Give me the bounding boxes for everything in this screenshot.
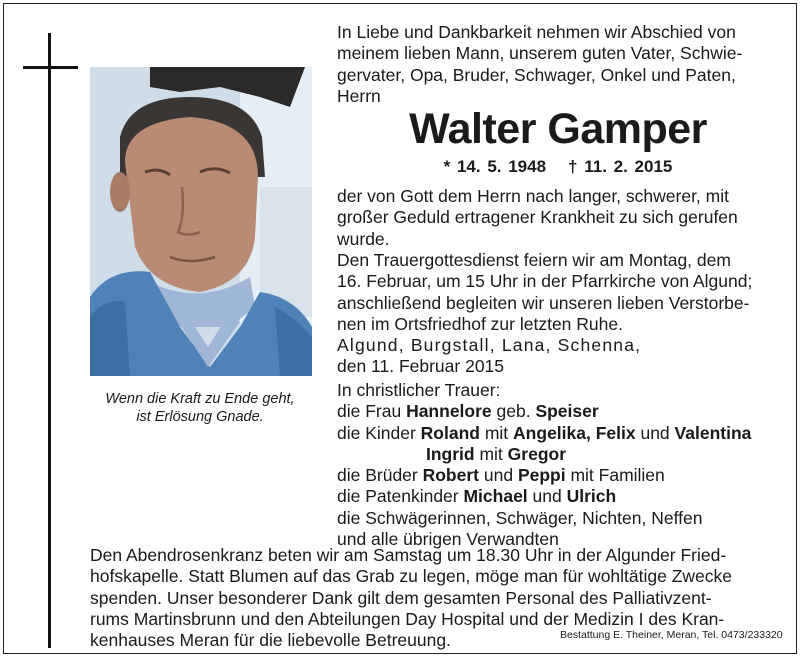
text-line: der von Gott dem Herrn nach langer, schwerer, mit: [337, 186, 729, 206]
text-line: spenden. Unser besonderer Dank gilt dem gesamten Personal des Palliativzent-: [90, 587, 712, 608]
mourner-others: und alle übrigen Verwandten: [337, 529, 559, 550]
mourning-heading: In christlicher Trauer:: [337, 380, 501, 400]
caption-line: ist Erlösung Gnade.: [136, 409, 264, 425]
death-date: † 11. 2. 2015: [568, 157, 673, 176]
mourner-children: die Kinder Roland mit Angelika, Felix und Valentina: [337, 422, 752, 443]
text-line: Den Abendrosenkranz beten wir am Samstag um 18.30 Uhr in der Algunder Fried-: [90, 545, 727, 565]
text-line: kenhauses Meran für die liebevolle Betreuung.: [90, 630, 451, 651]
caption-line: Wenn die Kraft zu Ende geht,: [105, 391, 295, 407]
text-line: wurde.: [337, 228, 390, 249]
text-line: nen im Ortsfriedhof zur letzten Ruhe.: [337, 313, 623, 334]
intro-line: meinem lieben Mann, unserem guten Vater, Schwie-: [337, 43, 743, 64]
text-line: hofskapelle. Statt Blumen auf das Grab zu legen, möge man für wohltätige Zwecke: [90, 566, 733, 587]
life-dates: [337, 157, 779, 177]
cross-icon-bar: [23, 66, 78, 69]
intro-line: gervater, Opa, Bruder, Schwager, Onkel und Paten,: [337, 64, 736, 85]
mourner-brothers: die Brüder Robert und Peppi mit Familien: [337, 465, 665, 486]
cross-icon: [48, 33, 51, 648]
intro-text: [337, 22, 779, 107]
mourner-inlaws: die Schwägerinnen, Schwäger, Nichten, Neffen: [337, 507, 703, 528]
intro-line: In Liebe und Dankbarkeit nehmen wir Abschied von: [337, 22, 736, 42]
text-line: rums Martinsbrunn und den Abteilungen Day Hospital und der Medizin I des Kran-: [90, 608, 725, 629]
intro-line: Herrn: [337, 85, 381, 106]
mourner-children-cont: Ingrid mit Gregor: [426, 443, 567, 464]
birth-date: * 14. 5. 1948: [443, 157, 547, 176]
photo-caption: [80, 390, 320, 426]
funeral-service-info: [337, 250, 779, 335]
mourner-wife: die Frau Hannelore geb. Speiser: [337, 401, 599, 422]
mourner-godchildren: die Patenkinder Michael und Ulrich: [337, 486, 617, 507]
deceased-name: Walter Gamper: [409, 105, 707, 153]
text-line: 16. Februar, um 15 Uhr in der Pfarrkirche von Algund;: [337, 271, 753, 292]
text-line: Den Trauergottesdienst feiern wir am Montag, dem: [337, 250, 731, 270]
date-line: den 11. Februar 2015: [337, 356, 505, 377]
text-line: großer Geduld ertragener Krankheit zu sich gerufen: [337, 207, 738, 228]
portrait-photo: [90, 67, 312, 376]
undertaker-credit: Bestattung E. Theiner, Meran, Tel. 0473/233320: [560, 629, 783, 641]
places-and-date: [337, 335, 779, 378]
death-announcement: [337, 186, 779, 250]
text-line: anschließend begleiten wir unseren lieben Verstorbe-: [337, 292, 750, 313]
places-line: Algund, Burgstall, Lana, Schenna,: [337, 335, 642, 355]
mourners-list: [337, 380, 787, 550]
